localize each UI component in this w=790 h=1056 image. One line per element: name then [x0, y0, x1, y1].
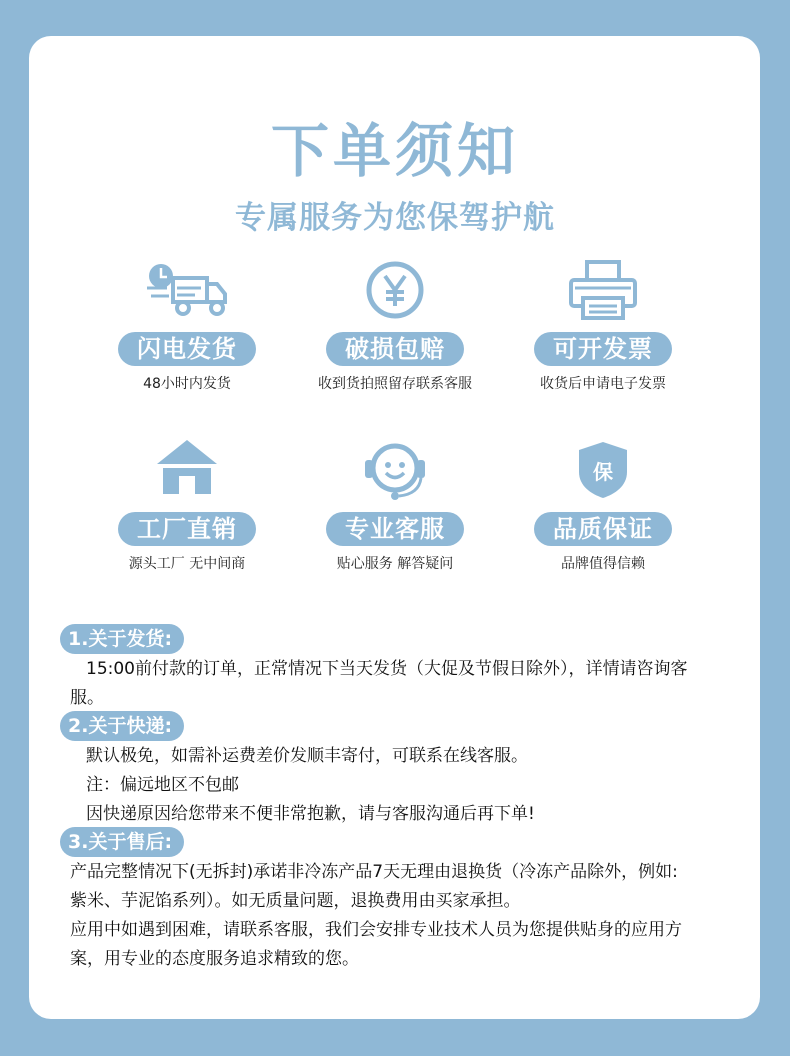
page-subtitle: 专属服务为您保驾护航 — [235, 200, 555, 236]
feature-desc: 收货后申请电子发票 — [540, 376, 666, 392]
feature-desc: 贴心服务 解答疑问 — [336, 556, 454, 572]
section-text: 紫米、芋泥馅系列）。如无质量问题，退换费用由买家承担。 — [70, 891, 521, 911]
feature-desc: 源头工厂 无中间商 — [128, 556, 246, 572]
section-label-shipping: 1.关于发货: — [60, 624, 184, 654]
feature-desc: 品牌值得信赖 — [561, 556, 645, 572]
feature-label: 可开发票 — [534, 332, 672, 366]
house-icon — [137, 438, 237, 508]
shield-icon — [553, 438, 653, 508]
section-text: 默认极免，如需补运费差价发顺丰寄付，可联系在线客服。 — [86, 746, 528, 766]
section-text: 产品完整情况下(无拆封)承诺非冷冻产品7天无理由退换货（冷冻产品除外，例如: — [70, 862, 678, 882]
section-text: 案，用专业的态度服务追求精致的您。 — [70, 949, 359, 969]
section-text: 注：偏远地区不包邮 — [86, 775, 239, 795]
feature-label: 破损包赔 — [326, 332, 464, 366]
printer-icon — [553, 258, 653, 328]
page-title: 下单须知 — [270, 117, 519, 185]
section-text: 应用中如遇到困难，请联系客服，我们会安排专业技术人员为您提供贴身的应用方 — [70, 920, 682, 940]
section-text: 因快递原因给您带来不便非常抱歉，请与客服沟通后再下单! — [86, 804, 535, 824]
feature-desc: 收到货拍照留存联系客服 — [318, 376, 472, 392]
shield-badge-text: 保 — [593, 460, 613, 484]
yen-coin-icon — [345, 258, 445, 328]
delivery-truck-icon — [137, 258, 237, 328]
section-label-courier: 2.关于快递: — [60, 711, 184, 741]
feature-label: 闪电发货 — [118, 332, 256, 366]
headset-smile-icon — [345, 438, 445, 508]
feature-label: 工厂直销 — [118, 512, 256, 546]
section-text: 服。 — [70, 688, 104, 708]
section-label-after-sales: 3.关于售后: — [60, 827, 184, 857]
section-text: 15:00前付款的订单，正常情况下当天发货（大促及节假日除外），详情请咨询客 — [86, 659, 688, 679]
feature-desc: 48小时内发货 — [143, 376, 231, 392]
feature-label: 专业客服 — [326, 512, 464, 546]
feature-label: 品质保证 — [534, 512, 672, 546]
